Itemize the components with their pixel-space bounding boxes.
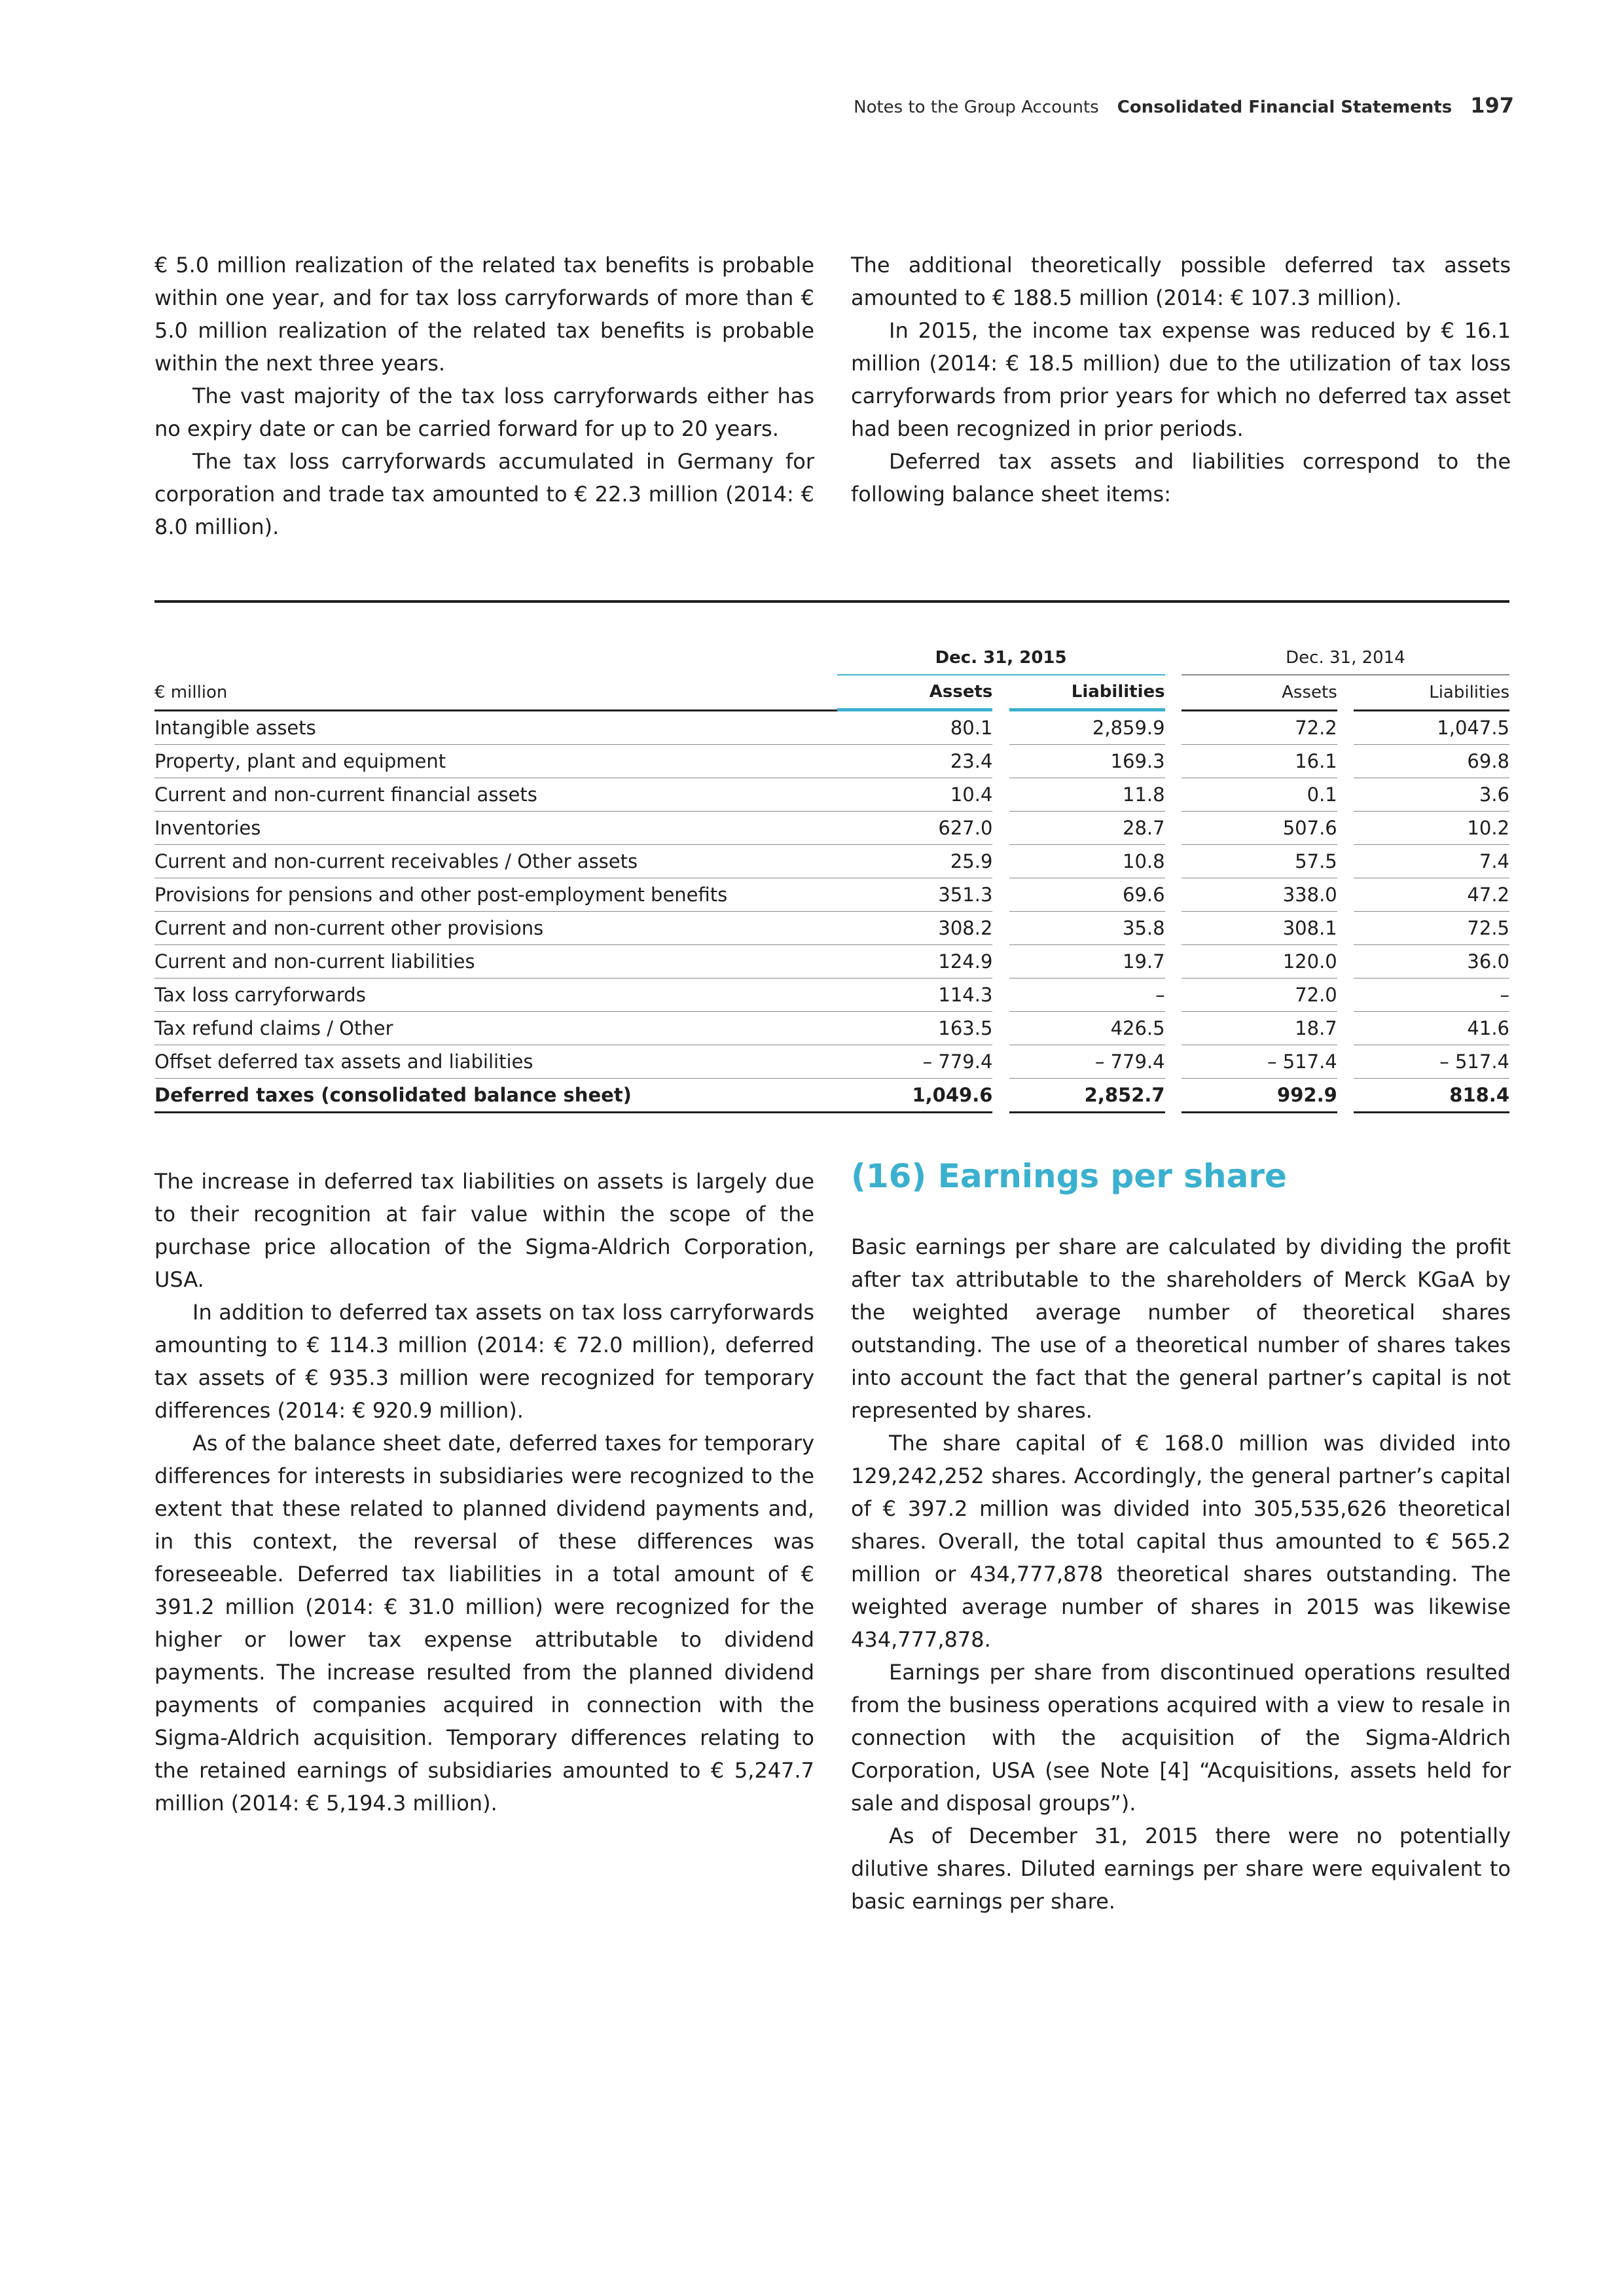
cell-assets-2015: 351.3	[837, 878, 993, 912]
row-label: Current and non-current receivables / Other assets	[154, 845, 837, 878]
unit-label: € million	[154, 675, 837, 711]
row-label: Current and non-current liabilities	[154, 945, 837, 978]
cell-assets-2014: 72.0	[1182, 978, 1337, 1012]
cell-assets-2015: 124.9	[837, 945, 993, 978]
table-row	[154, 711, 1509, 745]
cell-assets-2014: 18.7	[1182, 1012, 1337, 1045]
cell-liabilities-2015: 2,852.7	[1009, 1079, 1165, 1113]
col-liabilities-2014: Liabilities	[1354, 675, 1509, 711]
cell-liabilities-2014: 41.6	[1354, 1012, 1509, 1045]
table-row	[154, 978, 1509, 1012]
cell-assets-2014: – 517.4	[1182, 1045, 1337, 1079]
paragraph: Basic earnings per share are calculated by dividing the profit after tax attributable to the shareholders of Merck KGaA by the weighted average number of theoretical shares outstanding. The use of a theoretical number of shares takes into account the fact that the general partner’s capital is not represented by shares.	[851, 1234, 1511, 1423]
cell-assets-2014: 120.0	[1182, 945, 1337, 978]
table-row	[154, 812, 1509, 845]
col-assets-2014: Assets	[1182, 675, 1337, 711]
cell-assets-2015: 23.4	[837, 745, 993, 778]
paragraph: The share capital of € 168.0 million was divided into 129,242,252 shares. Accordingly, the general partner’s capital of € 397.2 million was divided into 305,535,626 theoretical shares. Overall, the total capital thus amounted to € 565.2 million or 434,777,878 theoretical shares outstanding. The weighted average number of shares in 2015 was likewise 434,777,878.	[851, 1431, 1511, 1652]
table-row	[154, 1012, 1509, 1045]
paragraph: Deferred tax assets and liabilities correspond to the following balance sheet items:	[851, 449, 1511, 507]
row-label: Offset deferred tax assets and liabilities	[154, 1045, 837, 1079]
cell-liabilities-2015: –	[1009, 978, 1165, 1012]
paragraph: € 5.0 million realization of the related tax benefits is probable within one year, and for tax loss carryforwards of more than € 5.0 million realization of the related tax benefits is probable within the next three years.	[154, 253, 814, 376]
cell-assets-2015: 80.1	[837, 711, 993, 745]
cell-assets-2015: 627.0	[837, 812, 993, 845]
cell-assets-2015: 163.5	[837, 1012, 993, 1045]
cell-liabilities-2015: 169.3	[1009, 745, 1165, 778]
cell-assets-2014: 72.2	[1182, 711, 1337, 745]
cell-liabilities-2014: 47.2	[1354, 878, 1509, 912]
cell-assets-2015: 25.9	[837, 845, 993, 878]
cell-liabilities-2014: 7.4	[1354, 845, 1509, 878]
table-group-header	[154, 641, 1509, 675]
page-header	[854, 93, 1514, 118]
table-row	[154, 778, 1509, 812]
cell-assets-2015: 114.3	[837, 978, 993, 1012]
right-column-bottom	[851, 1230, 1511, 1918]
cell-assets-2015: 308.2	[837, 912, 993, 945]
cell-liabilities-2014: 72.5	[1354, 912, 1509, 945]
table-body	[154, 711, 1509, 1079]
paragraph: The vast majority of the tax loss carryforwards either has no expiry date or can be carried forward for up to 20 years.	[154, 384, 814, 441]
table-total-row	[154, 1079, 1509, 1113]
cell-liabilities-2014: 36.0	[1354, 945, 1509, 978]
cell-liabilities-2015: 35.8	[1009, 912, 1165, 945]
cell-assets-2014: 0.1	[1182, 778, 1337, 812]
cell-assets-2014: 16.1	[1182, 745, 1337, 778]
cell-liabilities-2014: 10.2	[1354, 812, 1509, 845]
page-number: 197	[1470, 93, 1514, 118]
paragraph: The additional theoretically possible deferred tax assets amounted to € 188.5 million (2014: € 107.3 million).	[851, 253, 1511, 310]
left-column-top	[154, 249, 814, 543]
cell-assets-2014: 992.9	[1182, 1079, 1337, 1113]
cell-liabilities-2015: 2,859.9	[1009, 711, 1165, 745]
row-label: Tax loss carryforwards	[154, 978, 837, 1012]
header-section: Notes to the Group Accounts	[854, 98, 1099, 117]
left-column-bottom	[154, 1165, 814, 1820]
cell-liabilities-2015: 69.6	[1009, 878, 1165, 912]
table-row	[154, 878, 1509, 912]
row-label: Current and non-current financial assets	[154, 778, 837, 812]
section-heading: (16) Earnings per share	[851, 1157, 1287, 1195]
cell-liabilities-2015: 426.5	[1009, 1012, 1165, 1045]
paragraph: As of the balance sheet date, deferred taxes for temporary differences for interests in subsidiaries were recognized to the extent that these related to planned dividend payments and, in this context, the reversal of these differences was foreseeable. Deferred tax liabilities in a total amount of € 391.2 million (2014: € 31.0 million) were recognized for the higher or lower tax expense attributable to dividend payments. The increase resulted from the planned dividend payments of companies acquired in connection with the Sigma-Aldrich acquisition. Temporary differences relating to the retained earnings of subsidiaries amounted to € 5,247.7 million (2014: € 5,194.3 million).	[154, 1431, 814, 1816]
row-label: Intangible assets	[154, 711, 837, 745]
cell-liabilities-2014: 69.8	[1354, 745, 1509, 778]
row-label: Deferred taxes (consolidated balance sheet)	[154, 1079, 837, 1113]
row-label: Inventories	[154, 812, 837, 845]
paragraph: In addition to deferred tax assets on tax loss carryforwards amounting to € 114.3 million (2014: € 72.0 million), deferred tax assets of € 935.3 million were recognized for temporary differences (2014: € 920.9 million).	[154, 1300, 814, 1423]
cell-liabilities-2015: – 779.4	[1009, 1045, 1165, 1079]
cell-assets-2014: 308.1	[1182, 912, 1337, 945]
table-top-rule	[154, 600, 1509, 603]
paragraph: The increase in deferred tax liabilities on assets is largely due to their recognition at fair value within the scope of the purchase price allocation of the Sigma-Aldrich Corporation, USA.	[154, 1169, 814, 1292]
cell-liabilities-2014: 3.6	[1354, 778, 1509, 812]
cell-assets-2014: 338.0	[1182, 878, 1337, 912]
table-row	[154, 745, 1509, 778]
cell-assets-2014: 57.5	[1182, 845, 1337, 878]
table-row	[154, 845, 1509, 878]
cell-liabilities-2014: 1,047.5	[1354, 711, 1509, 745]
deferred-tax-table	[154, 641, 1509, 1113]
cell-liabilities-2015: 11.8	[1009, 778, 1165, 812]
cell-liabilities-2015: 10.8	[1009, 845, 1165, 878]
cell-liabilities-2015: 19.7	[1009, 945, 1165, 978]
paragraph: In 2015, the income tax expense was reduced by € 16.1 million (2014: € 18.5 million) due to the utilization of tax loss carryforwards from prior years for which no deferred tax asset had been recognized in prior periods.	[851, 318, 1511, 441]
col-assets-2015: Assets	[837, 675, 993, 711]
group-2014: Dec. 31, 2014	[1182, 641, 1509, 675]
cell-liabilities-2015: 28.7	[1009, 812, 1165, 845]
cell-liabilities-2014: 818.4	[1354, 1079, 1509, 1113]
cell-liabilities-2014: – 517.4	[1354, 1045, 1509, 1079]
table-row	[154, 1045, 1509, 1079]
table-column-header	[154, 675, 1509, 711]
cell-assets-2015: 10.4	[837, 778, 993, 812]
col-liabilities-2015: Liabilities	[1009, 675, 1165, 711]
paragraph: As of December 31, 2015 there were no potentially dilutive shares. Diluted earnings per share were equivalent to basic earnings per share.	[851, 1823, 1511, 1914]
cell-assets-2015: 1,049.6	[837, 1079, 993, 1113]
header-title: Consolidated Financial Statements	[1117, 98, 1453, 117]
paragraph: Earnings per share from discontinued operations resulted from the business operations acquired with a view to resale in connection with the acquisition of the Sigma-Aldrich Corporation, USA (see Note [4] “Acquisitions, assets held for sale and disposal groups”).	[851, 1660, 1511, 1816]
table-row	[154, 945, 1509, 978]
group-2015: Dec. 31, 2015	[837, 641, 1165, 675]
row-label: Provisions for pensions and other post-employment benefits	[154, 878, 837, 912]
table-row	[154, 912, 1509, 945]
row-label: Current and non-current other provisions	[154, 912, 837, 945]
row-label: Property, plant and equipment	[154, 745, 837, 778]
paragraph: The tax loss carryforwards accumulated in Germany for corporation and trade tax amounted to € 22.3 million (2014: € 8.0 million).	[154, 449, 814, 539]
cell-liabilities-2014: –	[1354, 978, 1509, 1012]
cell-assets-2015: – 779.4	[837, 1045, 993, 1079]
cell-assets-2014: 507.6	[1182, 812, 1337, 845]
row-label: Tax refund claims / Other	[154, 1012, 837, 1045]
right-column-top	[851, 249, 1511, 511]
